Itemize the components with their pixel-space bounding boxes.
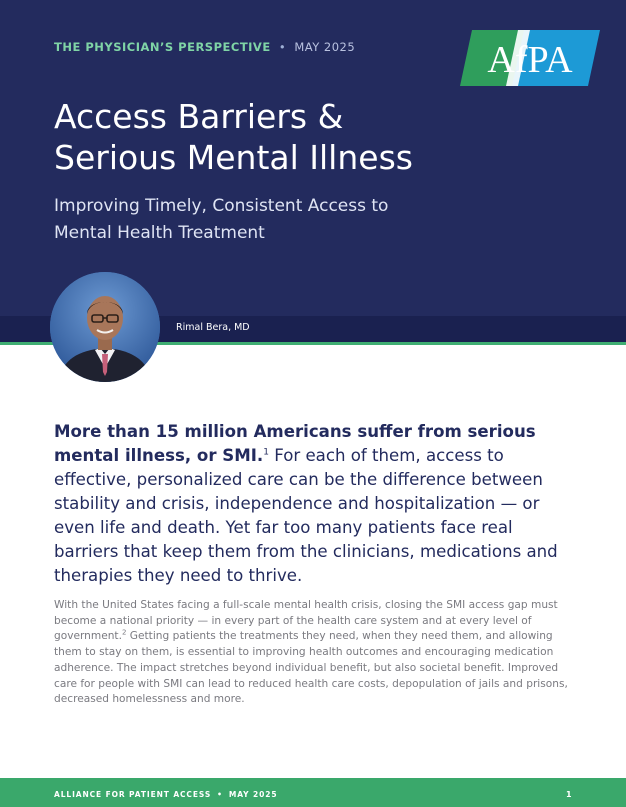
footer-org: ALLIANCE FOR PATIENT ACCESS bbox=[54, 790, 212, 799]
logo-text: AfPA bbox=[487, 39, 573, 81]
subtitle-line-1: Improving Timely, Consistent Access to bbox=[54, 196, 389, 216]
afpa-logo bbox=[460, 30, 600, 86]
body-paragraph bbox=[54, 598, 570, 708]
kicker-separator: • bbox=[278, 40, 287, 54]
footnote-ref-2[interactable]: 2 bbox=[121, 628, 127, 637]
footer-date: MAY 2025 bbox=[228, 790, 278, 799]
page-footer bbox=[0, 778, 626, 807]
page-subtitle bbox=[54, 193, 494, 247]
subtitle-line-2: Mental Health Treatment bbox=[54, 223, 265, 243]
footer-separator: • bbox=[217, 790, 223, 799]
title-line-1: Access Barriers & bbox=[54, 97, 344, 136]
portrait-illustration bbox=[50, 272, 160, 382]
footnote-ref-1[interactable]: 1 bbox=[263, 447, 269, 458]
lead-paragraph bbox=[54, 420, 574, 588]
footer-credit bbox=[54, 790, 278, 799]
author-name: Rimal Bera, MD bbox=[176, 322, 250, 333]
page-number: 1 bbox=[566, 790, 572, 799]
body-part-2: Getting patients the treatments they need, when they need them, and allowing them to stay on them, is essential to improving health outcomes and encouraging medication adherence. The impact stretches beyond individual benefit, but also societal benefit. Improved care for people with SMI can lead to reduced health care costs, depopulation of jails and prisons, decreased homelessness and more. bbox=[54, 630, 568, 706]
title-line-2: Serious Mental Illness bbox=[54, 138, 413, 177]
author-photo bbox=[50, 272, 160, 382]
lead-rest: For each of them, access to effective, personalized care can be the difference between stability and crisis, independence and hospitalization — or even life and death. Yet far too many patients face real barriers that keep them from the clinicians, medications and therapies they need to thrive. bbox=[54, 446, 558, 585]
body-part-1: With the United States facing a full-scale mental health crisis, closing the SMI access gap must become a national priority — in every part of the health care system and at every level of government. bbox=[54, 599, 558, 643]
issue-date: MAY 2025 bbox=[294, 40, 356, 54]
page-title bbox=[54, 96, 524, 178]
series-kicker bbox=[54, 40, 355, 54]
series-name: THE PHYSICIAN’S PERSPECTIVE bbox=[54, 40, 271, 54]
lead-bold: More than 15 million Americans suffer from serious mental illness, or SMI. bbox=[54, 422, 536, 465]
